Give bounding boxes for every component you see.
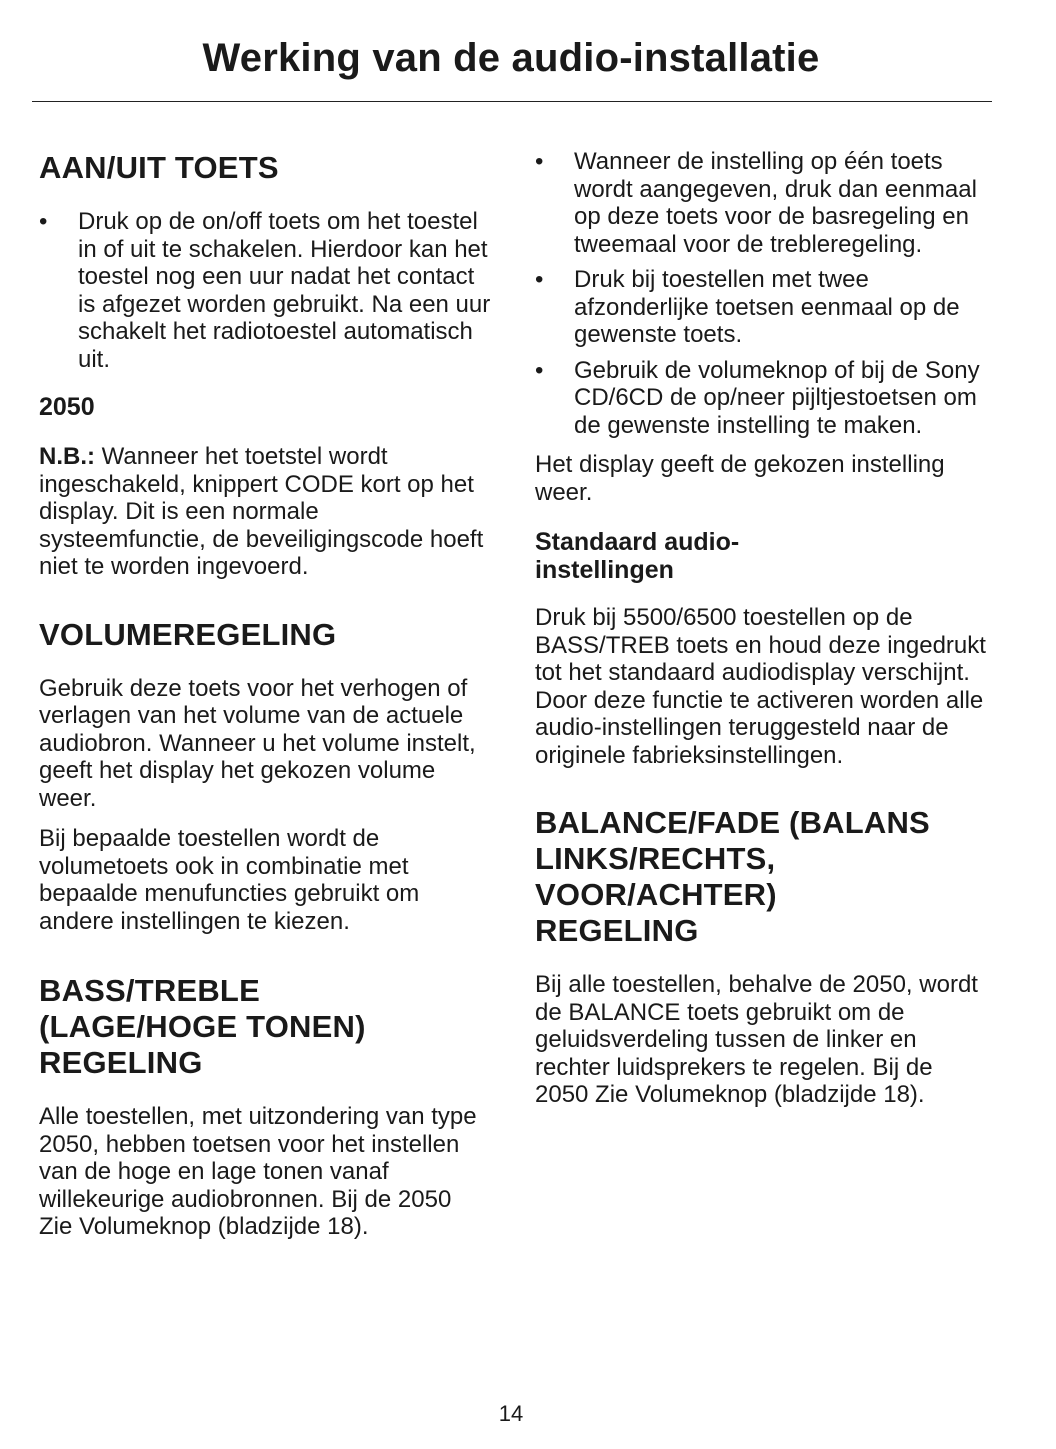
section-heading-balance [535, 805, 990, 949]
title-divider [32, 101, 992, 102]
nb-label: N.B.: [39, 443, 95, 470]
aan-uit-list [39, 208, 491, 373]
bullet-icon: • [39, 208, 48, 235]
heading-line: REGELING [535, 913, 699, 948]
heading-line: REGELING [39, 1045, 203, 1080]
section-heading-2050: 2050 [39, 393, 95, 421]
section-heading-bass-treble [39, 973, 491, 1081]
heading-line: BASS/TREBLE [39, 973, 260, 1008]
section-heading-volume: VOLUMEREGELING [39, 616, 337, 652]
list-item [535, 148, 990, 258]
list-item [535, 357, 990, 440]
right-column [535, 148, 990, 1109]
bullet-icon: • [535, 356, 544, 384]
balance-paragraph: Bij alle toestellen, behalve de 2050, wordt de BALANCE toets gebruikt om de geluidsverdeling tussen de linker en rechter luidsprekers te regelen. Bij de 2050 Zie Volumeknop (bladzijde 18). [535, 971, 978, 1108]
list-item [39, 208, 491, 373]
bass-treble-paragraph: Alle toestellen, met uitzondering van type 2050, hebben toetsen voor het instellen van de hoge en lage tonen vanaf willekeurige audiobronnen. Bij de 2050 Zie Volumeknop (bladzijde 18). [39, 1103, 477, 1240]
volume-paragraph-1: Gebruik deze toets voor het verhogen of verlagen van het volume van de actuele audiobron. Wanneer u het volume instelt, geeft het display het gekozen volume weer. [39, 674, 476, 812]
nb-text: Wanneer het toetstel wordt ingeschakeld, knippert CODE kort op het display. Dit is een normale systeemfunctie, de beveiligingscode hoeft niet te worden ingevoerd. [39, 443, 484, 580]
heading-line: LINKS/RECHTS, [535, 841, 776, 876]
bass-treble-steps-list [535, 148, 990, 439]
page-title: Werking van de audio-installatie [202, 36, 820, 80]
heading-line: VOOR/ACHTER) [535, 877, 777, 912]
bullet-icon: • [535, 266, 544, 293]
section-heading-standaard [535, 528, 990, 584]
heading-line: Standaard audio- [535, 528, 740, 556]
left-column [39, 140, 491, 1241]
section-heading-aan-uit: AAN/UIT TOETS [39, 150, 279, 185]
heading-line: instellingen [535, 556, 674, 584]
nb-paragraph [39, 443, 491, 581]
standaard-paragraph: Druk bij 5500/6500 toestellen op de BASS/TREB toets en houd deze ingedrukt tot het standaard audiodisplay verschijnt. Door deze functie te activeren worden alle audio-instellingen teruggesteld naar de originele fabrieksinstellingen. [535, 604, 986, 769]
bullet-text: Druk op de on/off toets om het toestel in of uit te schakelen. Hierdoor kan het toestel nog een uur nadat het contact is afgezet worden gebruikt. Na een uur schakelt het radiotoestel automatisch uit. [78, 208, 491, 373]
heading-line: BALANCE/FADE (BALANS [535, 805, 930, 840]
bullet-text: Druk bij toestellen met twee afzonderlijke toetsen eenmaal op de gewenste toets. [574, 266, 960, 348]
bullet-text: Gebruik de volumeknop of bij de Sony CD/6CD de op/neer pijltjestoetsen om de gewenste instelling te maken. [574, 356, 980, 439]
heading-line: (LAGE/HOGE TONEN) [39, 1009, 366, 1044]
volume-paragraph-2: Bij bepaalde toestellen wordt de volumetoets ook in combinatie met bepaalde menufuncties gebruikt om andere instellingen te kiezen. [39, 825, 420, 935]
page-number: 14 [498, 1401, 524, 1426]
bullet-text: Wanneer de instelling op één toets wordt aangegeven, druk dan eenmaal op deze toets voor de basregeling en tweemaal voor de trebleregeling. [574, 148, 977, 258]
list-item [535, 266, 990, 349]
bullet-icon: • [535, 148, 544, 175]
display-paragraph: Het display geeft de gekozen instelling weer. [535, 451, 945, 506]
